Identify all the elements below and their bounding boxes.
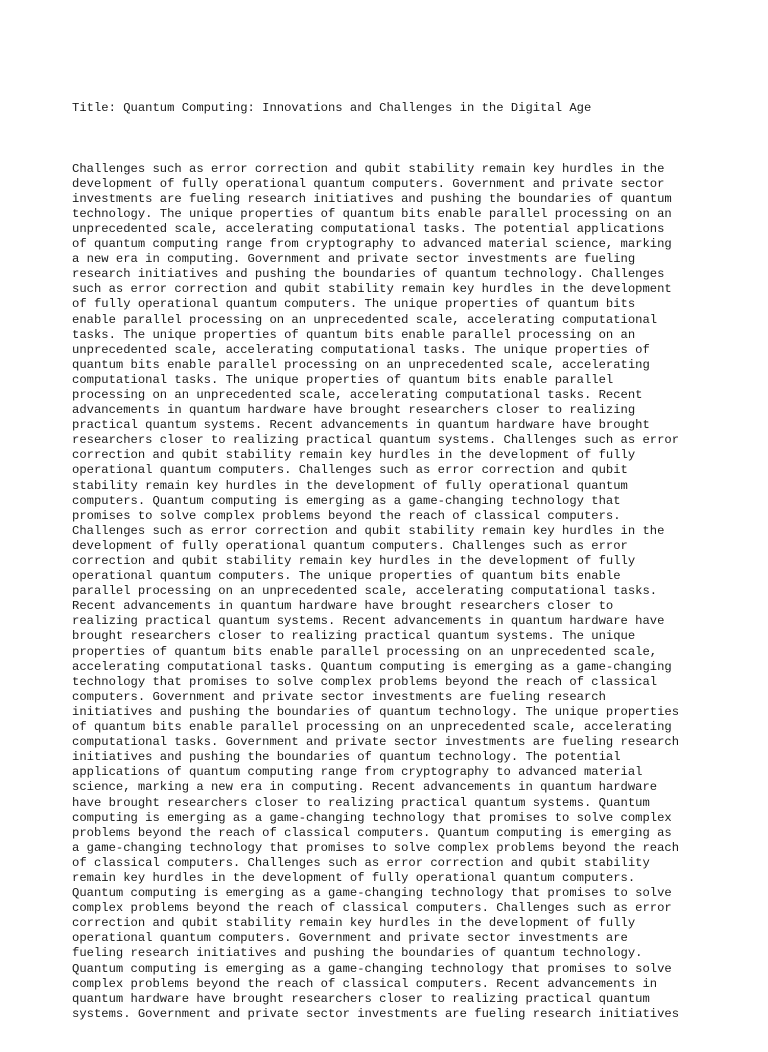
document-title: Title: Quantum Computing: Innovations and Challenges in the Digital Age [72,101,592,116]
document-text-block [72,71,712,1052]
document-body: Challenges such as error correction and qubit stability remain key hurdles in the development of fully operational quantum computers. Government and private sector investments are fueling research initiatives and pushing the boundaries of quantum technology. The unique properties of quantum bits enable parallel processing on an unprecedented scale, accelerating computational tasks. The potential applications of quantum computing range from cryptography to advanced material science, marking a new era in computing. Government and private sector investments are fueling research initiatives and pushing the boundaries of quantum technology. Challenges such as error correction and qubit stability remain key hurdles in the development of fully operational quantum computers. The unique properties of quantum bits enable parallel processing on an unprecedented scale, accelerating computational tasks. The unique properties of quantum bits enable parallel processing on an unprecedented scale, accelerating computational tasks. The unique properties of quantum bits enable parallel processing on an unprecedented scale, accelerating computational tasks. The unique properties of quantum bits enable parallel processing on an unprecedented scale, accelerating computational tasks. Recent advancements in quantum hardware have brought researchers closer to realizing practical quantum systems. Recent advancements in quantum hardware have brought researchers closer to realizing practical quantum systems. Challenges such as error correction and qubit stability remain key hurdles in the development of fully operational quantum computers. Challenges such as error correction and qubit stability remain key hurdles in the development of fully operational quantum computers. Quantum computing is emerging as a game-changing technology that promises to solve complex problems beyond the reach of classical computers. Challenges such as error correction and qubit stability remain key hurdles in the development of fully operational quantum computers. Challenges such as error correction and qubit stability remain key hurdles in the development of fully operational quantum computers. The unique properties of quantum bits enable parallel processing on an unprecedented scale, accelerating computational tasks. Recent advancements in quantum hardware have brought researchers closer to realizing practical quantum systems. Recent advancements in quantum hardware have brought researchers closer to realizing practical quantum systems. The unique properties of quantum bits enable parallel processing on an unprecedented scale, accelerating computational tasks. Quantum computing is emerging as a game-changing technology that promises to solve complex problems beyond the reach of classical computers. Government and private sector investments are fueling research initiatives and pushing the boundaries of quantum technology. The unique properties of quantum bits enable parallel processing on an unprecedented scale, accelerating computational tasks. Government and private sector investments are fueling research initiatives and pushing the boundaries of quantum technology. The potential applications of quantum computing range from cryptography to advanced material science, marking a new era in computing. Recent advancements in quantum hardware have brought researchers closer to realizing practical quantum systems. Quantum computing is emerging as a game-changing technology that promises to solve complex problems beyond the reach of classical computers. Quantum computing is emerging as a game-changing technology that promises to solve complex problems beyond the reach of classical computers. Challenges such as error correction and qubit stability remain key hurdles in the development of fully operational quantum computers. Quantum computing is emerging as a game-changing technology that promises to solve complex problems beyond the reach of classical computers. Challenges such as error correction and qubit stability remain key hurdles in the development of fully operational quantum computers. Government and private sector investments are fueling research initiatives and pushing the boundaries of quantum technology. Quantum computing is emerging as a game-changing technology that promises to solve complex problems beyond the reach of classical computers. Recent advancements in quantum hardware have brought researchers closer to realizing practical quantum systems. Government and private sector investments are fueling research initiatives [72,161,680,1021]
